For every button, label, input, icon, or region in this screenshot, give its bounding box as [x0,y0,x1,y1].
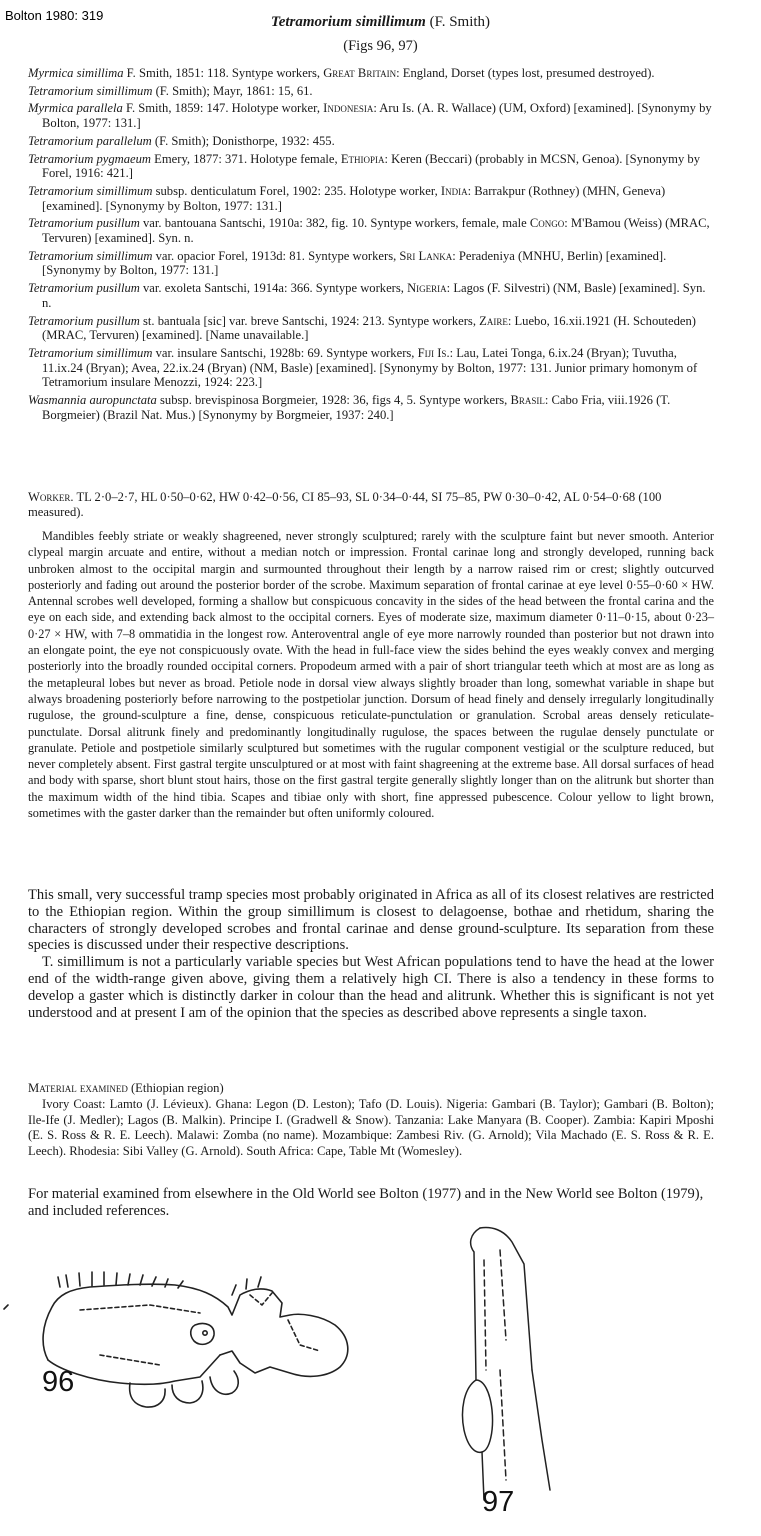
taxon-name: Tetramorium parallelum [28,133,152,148]
species-author: (F. Smith) [425,14,491,30]
figure-96-label: 96 [42,1366,75,1398]
citation: st. bantuala [sic] var. breve Santschi, 1924: 213. Syntype workers, [139,313,480,328]
taxon-name: Tetramorium simillimum [28,345,153,360]
material-list: Ivory Coast: Lamto (J. Lévieux). Ghana: Legon (D. Leston); Tafo (D. Louis). Nigeria: Gambari (B. Taylor); Gambari (B. Bolton); Ile-Ife (J. Medler); Lagos (B. Malkin). Principe I. (Gradwell & Snow). Tanzania: Lake Manyara (B. Cooper). Zambia: Kapiri Mposhi (E. S. Ross & R. E. Leech). Malawi: Zomba (no name). Mozambique: Zambesi Riv. (G. Arnold); Vila Machado (E. S. Ross & R. E. Leech). Rhodesia: Sibi Valley (G. Arnold). South Africa: Cape, Table Mt (Womesley). [28,1097,714,1158]
material-heading [28,1081,224,1096]
locality: : Cabo Fria, viii.1926 (T. Borgmeier) (Brazil Nat. Mus.) [Synonymy by Borgmeier, 1937: 240.] [42,393,671,422]
figure-reference: (Figs 96, 97) [343,38,418,54]
taxon-name: Wasmannia auropunctata [28,393,157,408]
locality: : M'Bamou (Weiss) (MRAC, Tervuren) [examined]. Syn. n. [42,216,710,246]
citation: subsp. brevispinosa Borgmeier, 1928: 36, figs 4, 5. Syntype workers, [156,393,511,408]
species-title [0,14,761,31]
synonymy-entry [28,346,714,390]
country: Great Britain [323,66,397,80]
citation: subsp. denticulatum Forel, 1902: 235. Holotype worker, [152,183,441,198]
synonymy-entry [28,184,714,213]
figure-96-drawing [0,1255,370,1445]
synonymy-entry [28,152,714,181]
synonymy-list [28,66,714,425]
locality: : Peradeniya (MNHU, Berlin) [examined]. [Synonymy by Bolton, 1977: 131.] [42,248,667,278]
country: Sri Lanka [399,248,453,263]
country: Fiji Is. [417,345,450,360]
citation: F. Smith, 1851: 118. Syntype workers, [123,66,324,80]
worker-measurements [28,490,714,520]
discussion-paragraph: T. simillimum is not a particularly variable species but West African populations tend to have the head at the lower end of the width-range given above, giving them a relatively high CI. There is also a tendency in these forms to develop a gaster which is distinctly darker in colour than the head and alitrunk. Whether this is significant is not yet understood and at present I am of the opinion that the species as described above represents a single taxon. [28,954,714,1021]
worker-description: Mandibles feebly striate or weakly shagreened, never strongly sculptured; rarely with the sculpture faint but never smooth. Anterior clypeal margin arcuate and entire, without a median notch or impression. Frontal carinae long and strongly developed, running back unbroken almost to the occipital margin and surmounted throughout their length by a narrow raised rim or crest; slightly outcurved posteriorly and fading out around the posterior border of the scrobe. Maximum separation of frontal carinae at eye level 0·55–0·60 × HW. Antennal scrobes well developed, forming a shallow but conspicuous concavity in the sides of the head between the frontal carina and the eye on each side, and extending back almost to the occipital corners. Eyes of moderate size, maximum diameter 0·11–0·15, about 0·23–0·27 × HW, with 7–8 ommatidia in the longest row. Anteroventral angle of eye more narrowly rounded than posterior but not drawn into an elongate point, the eye not conspicuously ovate. With the head in full-face view the sides behind the eyes weakly convex and merging posteriorly into the broadly rounded occipital corners. Propodeum armed with a pair of short triangular teeth which at most are as long as the metapleural lobes but never as broad. Petiole node in dorsal view always slightly broader than long, somewhat variable in shape but always broadening posteriorly before narrowing to the postpetiolar junction. Dorsum of head finely and densely irregularly longitudinally rugulose, the ground-sculpture a fine, dense, conspicuous reticulate-punctulation or granulation. Scrobal areas densely reticulate-punctulate. Dorsal alitrunk finely and predominantly longitudinally rugulose, the spaces between the rugulae densely punctulate or granulate. Petiole and postpetiole similarly sculptured but sometimes with the rugular component vestigial or the sculpture reduced, but never completely absent. First gastral tergite unsculptured or at most with faint shagreening at the extreme base. All dorsal surfaces of head and body with sparse, short blunt stout hairs, those on the first gastral tergite generally slightly longer than on the alitrunk but shorter than the maximum width of the hind tibia. Scapes and tibiae only with short, fine appressed pubescence. Colour yellow to light brown, sometimes with the gaster darker than the remainder but often uniformly coloured. [28,529,714,821]
citation: var. exoleta Santschi, 1914a: 366. Syntype workers, [139,281,408,296]
citation: Emery, 1877: 371. Holotype female, [151,151,341,166]
country: Zaire [479,313,508,328]
synonymy-entry [28,66,714,81]
citation: var. bantouana Santschi, 1910a: 382, fig. 10. Syntype workers, female, male [139,216,530,231]
synonymy-entry [28,314,714,343]
discussion-paragraph: This small, very successful tramp species most probably originated in Africa as all of its closest relatives are restricted to the Ethiopian region. Within the group simillimum is closest to delagoense, bothae and rhetidum, sharing the characters of strongly developed scrobes and frontal carinae and dense ground-sculpture. Its separation from these species is discussed under their respective descriptions. [28,887,714,954]
country: India [440,183,468,198]
taxon-name: Tetramorium simillimum [28,248,153,263]
page-reference: Bolton 1980: 319 [5,8,104,23]
citation: var. insulare Santschi, 1928b: 69. Syntype workers, [152,345,418,360]
material-region: (Ethiopian region) [127,1081,224,1095]
locality: : Barrakpur (Rothney) (MHN, Geneva) [examined]. [Synonymy by Bolton, 1977: 131.] [42,183,666,213]
country: Ethiopia [340,151,385,166]
figure-97-drawing [440,1220,580,1520]
taxon-name: Tetramorium simillimum [28,83,153,98]
country: Brasil [510,393,545,408]
country: Nigeria [407,281,447,296]
locality: : England, Dorset (types lost, presumed destroyed). [396,66,655,80]
country: Congo [529,216,565,231]
material-heading-label: Material examined [28,1081,128,1095]
taxon-name: Tetramorium simillimum [28,183,153,198]
synonymy-entry [28,84,714,99]
locality: : Aru Is. (A. R. Wallace) (UM, Oxford) [examined]. [Synonymy by Bolton, 1977: 131.] [42,101,712,131]
discussion [28,887,714,1021]
species-name: Tetramorium simillimum [270,14,426,30]
taxon-name: Tetramorium pusillum [28,216,140,231]
synonymy-entry [28,101,714,130]
locality: : Lau, Latei Tonga, 6.ix.24 (Bryan); Tuvutha, 11.ix.24 (Bryan); Avea, 22.ix.24 (Bryan) (NM, Basle) [examined]. [Synonymy by Bolton, 1977: 131. Junior primary homonym of Tetramorium insulare Menozzi, 1924: 223.] [42,345,698,390]
synonymy-entry [28,281,714,310]
locality: : Lagos (F. Silvestri) (NM, Basle) [examined]. Syn. n. [42,281,706,310]
taxon-name: Tetramorium pygmaeum [28,151,152,166]
locality: : Keren (Beccari) (probably in MCSN, Genoa). [Synonymy by Forel, 1916: 421.] [42,151,701,181]
taxon-name: Myrmica parallela [28,101,123,116]
other-material-note: For material examined from elsewhere in the Old World see Bolton (1977) and in the New World see Bolton (1979), and included references. [28,1186,704,1219]
measurements-text: . TL 2·0–2·7, HL 0·50–0·62, HW 0·42–0·56, CI 85–93, SL 0·34–0·44, SI 75–85, PW 0·30–0·42, AL 0·54–0·68 (100 measured). [28,490,662,519]
citation: (F. Smith); Donisthorpe, 1932: 455. [151,133,335,148]
locality: : Luebo, 16.xii.1921 (H. Schouteden) (MRAC, Tervuren) [examined]. [Name unavailable.] [42,313,697,343]
citation: var. opacior Forel, 1913d: 81. Syntype workers, [152,248,400,263]
taxon-name: Myrmica simillima [28,66,124,80]
figure-97-label: 97 [482,1486,515,1518]
taxon-name: Tetramorium pusillum [28,281,140,296]
synonymy-entry [28,249,714,278]
synonymy-entry [28,393,714,422]
synonymy-entry [28,134,714,149]
taxon-name: Tetramorium pusillum [28,313,140,328]
synonymy-entry [28,216,714,245]
citation: (F. Smith); Mayr, 1861: 15, 61. [152,83,313,98]
country: Indonesia [323,101,374,116]
worker-label: Worker [28,490,71,504]
citation: F. Smith, 1859: 147. Holotype worker, [122,101,324,116]
